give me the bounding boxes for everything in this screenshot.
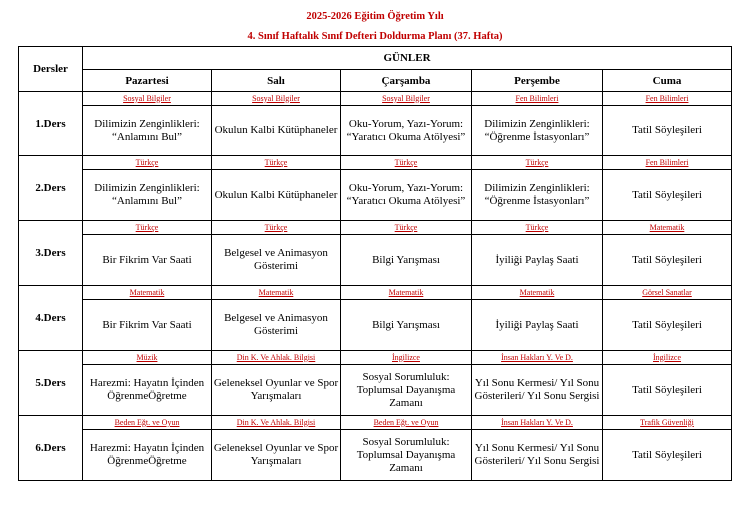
- day-header-wednesday: Çarşamba: [341, 70, 472, 92]
- lesson-subject-row: [19, 416, 732, 430]
- activity-cell-thursday: Dilimizin Zenginlikleri: “Öğrenme İstasyonları”: [472, 106, 603, 156]
- activity-cell-tuesday: Belgesel ve Animasyon Gösterimi: [212, 300, 341, 351]
- subject-name: Türkçe: [135, 222, 159, 232]
- subject-name: Matematik: [388, 287, 424, 297]
- subject-name: Türkçe: [394, 157, 418, 167]
- lesson-activity-row: [19, 430, 732, 481]
- subject-cell-thursday: [472, 221, 603, 235]
- subject-cell-monday: [83, 92, 212, 106]
- subject-cell-monday: [83, 156, 212, 170]
- subject-name: Trafik Güvenliği: [640, 417, 694, 427]
- activity-cell-wednesday: Sosyal Sorumluluk: Toplumsal Dayanışma Zamanı: [341, 365, 472, 416]
- subject-name: Türkçe: [525, 222, 549, 232]
- subject-cell-monday: [83, 416, 212, 430]
- subject-cell-thursday: [472, 351, 603, 365]
- lesson-subject-row: [19, 221, 732, 235]
- subject-cell-tuesday: [212, 416, 341, 430]
- subject-cell-friday: [603, 221, 732, 235]
- subject-name: Türkçe: [264, 157, 288, 167]
- day-header-monday: Pazartesi: [83, 70, 212, 92]
- activity-cell-thursday: İyiliği Paylaş Saati: [472, 300, 603, 351]
- activity-cell-monday: Bir Fikrim Var Saati: [83, 300, 212, 351]
- lesson-activity-row: [19, 300, 732, 351]
- subject-name: Din K. Ve Ahlak. Bilgisi: [236, 352, 316, 362]
- activity-cell-friday: Tatil Söyleşileri: [603, 106, 732, 156]
- lesson-number-label: 6.Ders: [19, 416, 83, 481]
- lesson-subject-row: [19, 351, 732, 365]
- subject-cell-tuesday: [212, 286, 341, 300]
- activity-cell-friday: Tatil Söyleşileri: [603, 170, 732, 221]
- day-header-friday: Cuma: [603, 70, 732, 92]
- subject-cell-monday: [83, 221, 212, 235]
- subject-name: Sosyal Bilgiler: [252, 93, 300, 103]
- subject-name: İnsan Hakları Y. Ve D.: [501, 417, 573, 427]
- subject-name: Matematik: [129, 287, 165, 297]
- subject-cell-tuesday: [212, 156, 341, 170]
- subject-name: Fen Bilimleri: [645, 93, 689, 103]
- subject-name: Sosyal Bilgiler: [123, 93, 171, 103]
- activity-cell-monday: Bir Fikrim Var Saati: [83, 235, 212, 286]
- lesson-subject-row: [19, 156, 732, 170]
- activity-cell-tuesday: Geleneksel Oyunlar ve Spor Yarışmaları: [212, 430, 341, 481]
- activity-cell-wednesday: Oku-Yorum, Yazı-Yorum: “Yaratıcı Okuma Atölyesi”: [341, 170, 472, 221]
- activity-cell-wednesday: Bilgi Yarışması: [341, 235, 472, 286]
- lesson-activity-row: [19, 235, 732, 286]
- subject-name: Türkçe: [135, 157, 159, 167]
- subject-cell-wednesday: [341, 351, 472, 365]
- subject-name: Müzik: [136, 352, 158, 362]
- activity-cell-monday: Harezmi: Hayatın İçinden ÖğrenmeÖğretme: [83, 430, 212, 481]
- lesson-subject-row: [19, 92, 732, 106]
- activity-cell-wednesday: Oku-Yorum, Yazı-Yorum: “Yaratıcı Okuma Atölyesi”: [341, 106, 472, 156]
- activity-cell-friday: Tatil Söyleşileri: [603, 365, 732, 416]
- subject-name: İnsan Hakları Y. Ve D.: [501, 352, 573, 362]
- subject-name: İngilizce: [392, 352, 420, 362]
- activity-cell-thursday: Dilimizin Zenginlikleri: “Öğrenme İstasyonları”: [472, 170, 603, 221]
- subject-cell-friday: [603, 286, 732, 300]
- subject-name: Fen Bilimleri: [515, 93, 559, 103]
- subject-cell-friday: [603, 351, 732, 365]
- activity-cell-monday: Dilimizin Zenginlikleri: “Anlamını Bul”: [83, 170, 212, 221]
- day-header-thursday: Perşembe: [472, 70, 603, 92]
- subject-cell-wednesday: [341, 221, 472, 235]
- subject-cell-tuesday: [212, 92, 341, 106]
- subject-name: Türkçe: [525, 157, 549, 167]
- subject-cell-thursday: [472, 416, 603, 430]
- lessons-column-header: Dersler: [19, 47, 83, 92]
- subject-cell-friday: [603, 416, 732, 430]
- subject-cell-wednesday: [341, 286, 472, 300]
- activity-cell-monday: Dilimizin Zenginlikleri: “Anlamını Bul”: [83, 106, 212, 156]
- activity-cell-wednesday: Bilgi Yarışması: [341, 300, 472, 351]
- activity-cell-friday: Tatil Söyleşileri: [603, 430, 732, 481]
- document-subtitle: 4. Sınıf Haftalık Sınıf Defteri Doldurma Planı (37. Hafta): [247, 31, 503, 42]
- subject-cell-friday: [603, 92, 732, 106]
- activity-cell-friday: Tatil Söyleşileri: [603, 300, 732, 351]
- subject-name: İngilizce: [653, 352, 681, 362]
- subject-cell-friday: [603, 156, 732, 170]
- subject-name: Matematik: [519, 287, 555, 297]
- lesson-activity-row: [19, 365, 732, 416]
- subject-name: Sosyal Bilgiler: [382, 93, 430, 103]
- subject-cell-tuesday: [212, 221, 341, 235]
- lesson-subject-row: [19, 286, 732, 300]
- activity-cell-tuesday: Geleneksel Oyunlar ve Spor Yarışmaları: [212, 365, 341, 416]
- subject-name: Din K. Ve Ahlak. Bilgisi: [236, 417, 316, 427]
- days-group-header: GÜNLER: [83, 47, 732, 70]
- activity-cell-tuesday: Belgesel ve Animasyon Gösterimi: [212, 235, 341, 286]
- lesson-number-label: 3.Ders: [19, 221, 83, 286]
- weekly-plan-table: [18, 46, 732, 481]
- lesson-activity-row: [19, 106, 732, 156]
- activity-cell-friday: Tatil Söyleşileri: [603, 235, 732, 286]
- activity-cell-tuesday: Okulun Kalbi Kütüphaneler: [212, 170, 341, 221]
- activity-cell-thursday: Yıl Sonu Kermesi/ Yıl Sonu Gösterileri/ Yıl Sonu Sergisi: [472, 430, 603, 481]
- activity-cell-thursday: İyiliği Paylaş Saati: [472, 235, 603, 286]
- activity-cell-monday: Harezmi: Hayatın İçinden ÖğrenmeÖğretme: [83, 365, 212, 416]
- subject-name: Türkçe: [264, 222, 288, 232]
- day-header-tuesday: Salı: [212, 70, 341, 92]
- subject-name: Türkçe: [394, 222, 418, 232]
- subject-cell-thursday: [472, 92, 603, 106]
- subject-cell-monday: [83, 286, 212, 300]
- lesson-number-label: 2.Ders: [19, 156, 83, 221]
- subject-cell-wednesday: [341, 416, 472, 430]
- activity-cell-wednesday: Sosyal Sorumluluk: Toplumsal Dayanışma Zamanı: [341, 430, 472, 481]
- document-title: 2025-2026 Eğitim Öğretim Yılı: [306, 11, 444, 22]
- subject-name: Matematik: [258, 287, 294, 297]
- subject-name: Matematik: [649, 222, 685, 232]
- subject-name: Beden Eğt. ve Oyun: [373, 417, 439, 427]
- lesson-number-label: 5.Ders: [19, 351, 83, 416]
- subject-cell-tuesday: [212, 351, 341, 365]
- subject-cell-wednesday: [341, 156, 472, 170]
- subject-name: Fen Bilimleri: [645, 157, 689, 167]
- subject-name: Görsel Sanatlar: [642, 287, 692, 297]
- subject-cell-wednesday: [341, 92, 472, 106]
- activity-cell-tuesday: Okulun Kalbi Kütüphaneler: [212, 106, 341, 156]
- lesson-number-label: 4.Ders: [19, 286, 83, 351]
- subject-name: Beden Eğt. ve Oyun: [114, 417, 180, 427]
- lesson-activity-row: [19, 170, 732, 221]
- subject-cell-thursday: [472, 286, 603, 300]
- subject-cell-thursday: [472, 156, 603, 170]
- subject-cell-monday: [83, 351, 212, 365]
- plan-table-body: [19, 92, 732, 481]
- activity-cell-thursday: Yıl Sonu Kermesi/ Yıl Sonu Gösterileri/ Yıl Sonu Sergisi: [472, 365, 603, 416]
- lesson-number-label: 1.Ders: [19, 92, 83, 156]
